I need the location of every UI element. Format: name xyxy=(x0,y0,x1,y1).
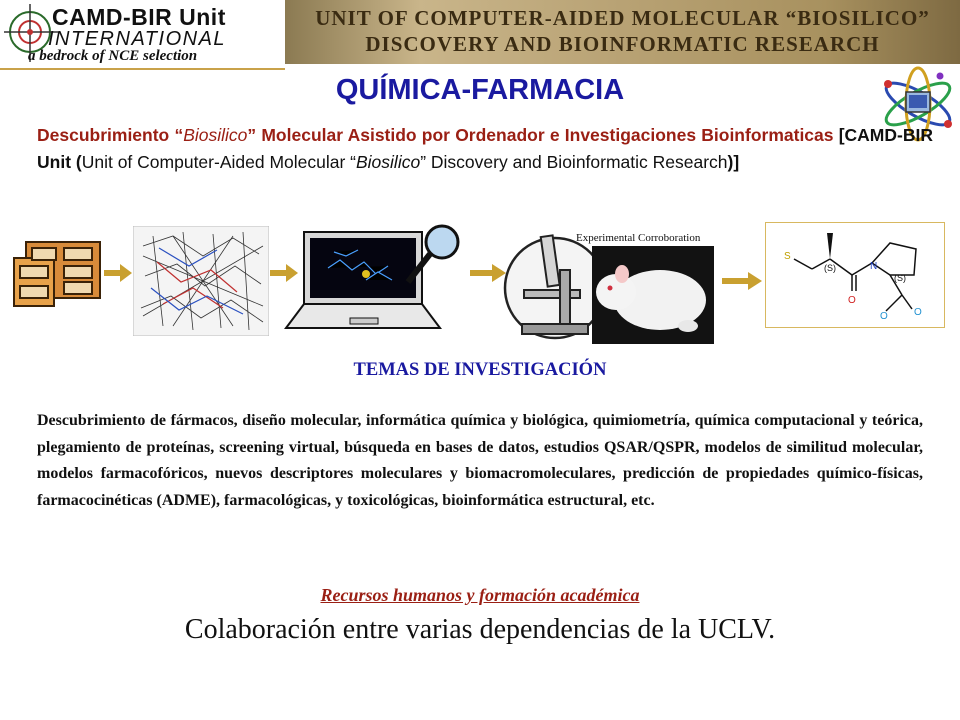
atom-label-n: N xyxy=(870,261,878,272)
intro-part-2: Biosilico xyxy=(183,125,248,145)
atom-label-o3: O xyxy=(914,307,922,318)
laptop-magnifier-icon xyxy=(280,222,470,334)
file-cabinet-icon xyxy=(12,238,104,308)
molecule-structure-icon xyxy=(766,223,944,327)
intro-part-6: Biosilico xyxy=(356,152,421,172)
molecular-network-image xyxy=(133,226,269,336)
intro-paragraph xyxy=(37,122,933,176)
collaboration-statement: Colaboración entre varias dependencias de la UCLV. xyxy=(184,614,776,645)
banner-title-line1: UNIT OF COMPUTER-AIDED MOLECULAR “BIOSILICO” xyxy=(315,6,930,30)
stereo-label-2: (S) xyxy=(894,273,906,283)
page-title: QUÍMICA-FARMACIA xyxy=(335,74,625,106)
banner-title-line2: DISCOVERY AND BIOINFORMATIC RESEARCH xyxy=(365,32,880,56)
experimental-corroboration-panel xyxy=(500,224,722,344)
intro-part-4: [CAMD-BIR Unit ( xyxy=(37,125,933,172)
resources-link[interactable]: Recursos humanos y formación académica xyxy=(320,585,640,605)
molecule-structure-box xyxy=(765,222,945,328)
research-topics-paragraph: Descubrimiento de fármacos, diseño molecular, informática química y biológica, quimiometría, química computacional y teórica, plegamiento de proteínas, screening virtual, búsqueda en bases de datos, estudios QSAR/QSPR, modelos de similitud molecular, modelos farmacofóricos, nuevos descriptores moleculares y biomacromoleculares, predicción de propiedades químico-físicas, farmacocinéticas (ADME), farmacológicas, y toxicológicas, bioinformática estructural, etc. xyxy=(37,412,923,509)
header-banner xyxy=(285,0,960,64)
atom-label-o2: O xyxy=(880,311,888,322)
logo-subtitle: INTERNATIONAL xyxy=(48,28,227,50)
intro-part-5: Unit of Computer-Aided Molecular “ xyxy=(81,152,356,172)
intro-part-1: Descubrimiento “ xyxy=(37,125,184,145)
logo-title: CAMD-BIR Unit xyxy=(52,4,226,30)
experimental-label: Experimental Corroboration xyxy=(576,232,701,244)
arrow-right-icon xyxy=(104,264,132,282)
intro-part-8: )] xyxy=(727,152,740,172)
intro-part-3: ” Molecular Asistido por Ordenador e Investigaciones Bioinformaticas xyxy=(247,125,834,145)
atom-label-o1: O xyxy=(848,295,856,306)
atom-label-s: S xyxy=(784,251,791,262)
stereo-label-1: (S) xyxy=(824,263,836,273)
section-heading: TEMAS DE INVESTIGACIÓN xyxy=(353,360,607,380)
intro-part-7: ” Discovery and Bioinformatic Research xyxy=(420,152,728,172)
arrow-right-icon xyxy=(722,272,762,290)
logo xyxy=(0,0,285,70)
rat-image xyxy=(592,246,714,344)
logo-tagline: a bedrock of NCE selection xyxy=(28,48,198,64)
